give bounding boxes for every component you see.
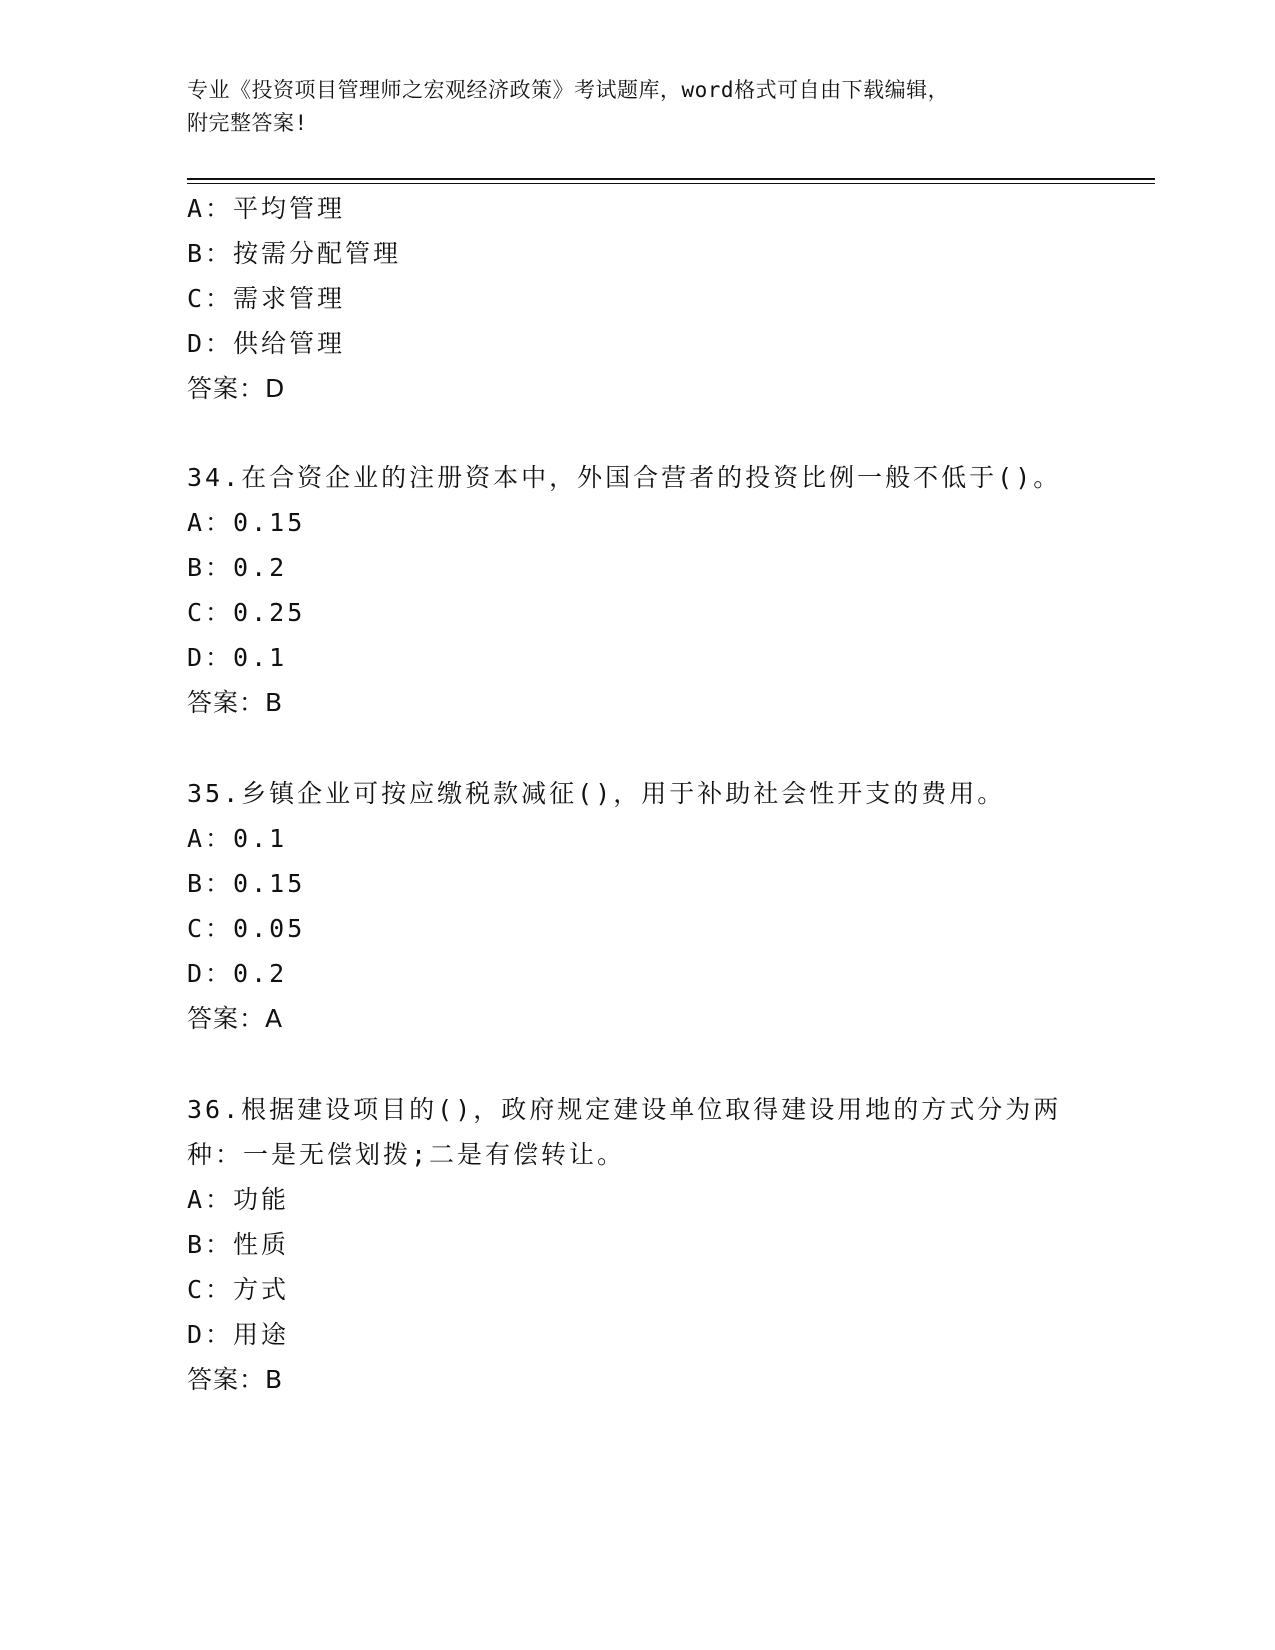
q34-option-d: D：0.1: [187, 643, 288, 672]
q34-stem: 34.在合资企业的注册资本中，外国合营者的投资比例一般不低于()。: [187, 463, 1062, 492]
q35-answer: 答案：A: [187, 1004, 284, 1033]
q36-option-b: B：性质: [187, 1230, 290, 1259]
q35-option-a: A：0.1: [187, 824, 288, 853]
q33-option-d: D：供给管理: [187, 329, 346, 358]
q35-option-c: C：0.05: [187, 914, 306, 943]
q36-option-a: A：功能: [187, 1185, 290, 1214]
header-divider-thick: [187, 178, 1155, 180]
q34-option-b: B：0.2: [187, 553, 288, 582]
header-line-2: 附完整答案!: [187, 111, 308, 135]
q35-option-d: D：0.2: [187, 959, 288, 988]
q34-answer: 答案：B: [187, 688, 284, 717]
q36-stem-line-2: 种：一是无偿划拨;二是有偿转让。: [187, 1140, 626, 1169]
q33-option-c: C：需求管理: [187, 284, 346, 313]
q33-option-b: B：按需分配管理: [187, 239, 402, 268]
q33-answer: 答案：D: [187, 374, 286, 403]
header-divider-thin: [187, 183, 1155, 184]
q35-stem: 35.乡镇企业可按应缴税款减征()，用于补助社会性开支的费用。: [187, 779, 1006, 808]
q36-option-c: C：方式: [187, 1275, 290, 1304]
q34-option-c: C：0.25: [187, 598, 306, 627]
q34-option-a: A：0.15: [187, 508, 306, 537]
q36-option-d: D：用途: [187, 1320, 290, 1349]
q33-option-a: A：平均管理: [187, 194, 346, 223]
q36-answer: 答案：B: [187, 1365, 284, 1394]
document-header: [187, 74, 1087, 140]
header-line-1: 专业《投资项目管理师之宏观经济政策》考试题库，word格式可自由下载编辑，: [187, 78, 950, 102]
q35-option-b: B：0.15: [187, 869, 306, 898]
q36-stem-line-1: 36.根据建设项目的()，政府规定建设单位取得建设用地的方式分为两: [187, 1095, 1062, 1124]
